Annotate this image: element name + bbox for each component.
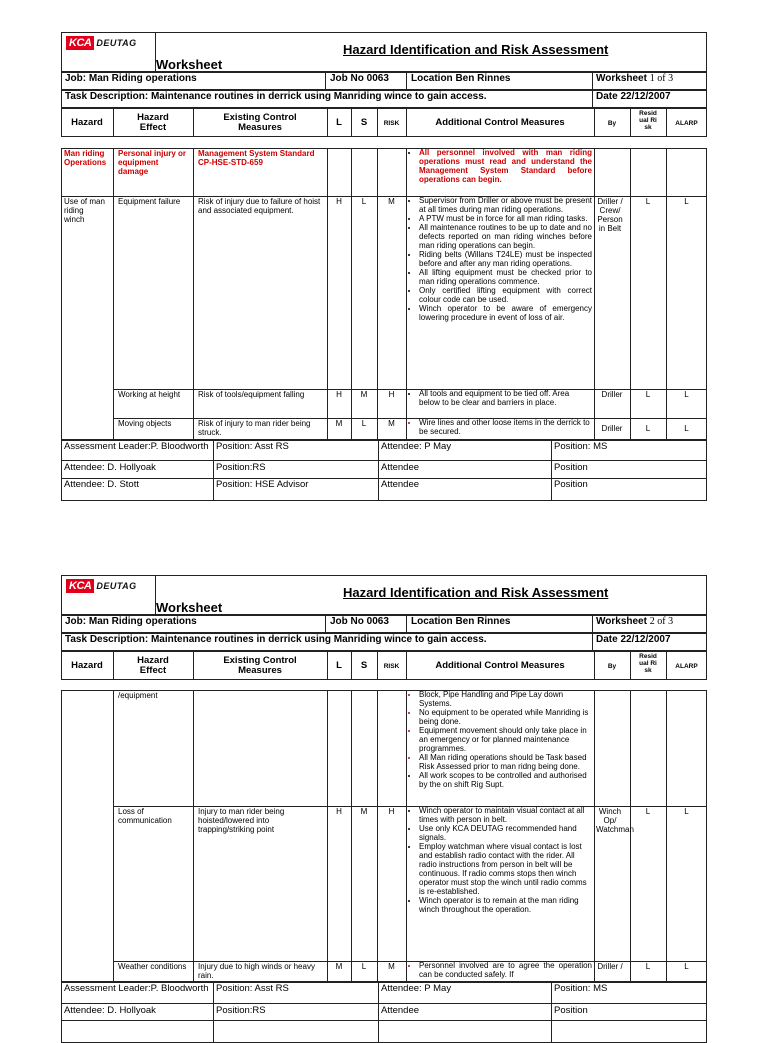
col-residual-risk: Residual Risk <box>639 110 657 131</box>
logo-name: DEUTAG <box>96 38 137 48</box>
col-residual-risk: Residual Risk <box>639 653 657 674</box>
risk-table-2 <box>61 690 707 982</box>
job-location: Location Ben Rinnes <box>411 616 511 627</box>
logo-mark: KCA <box>66 36 94 50</box>
leader-position: Position: Asst RS <box>216 983 289 994</box>
additional-controls-list <box>409 148 592 184</box>
control-measure-item: • All lifting equipment must be checked prior to man riding operations commence. <box>419 268 592 286</box>
additional-controls-list <box>409 806 592 914</box>
task-description: Task Description: Maintenance routines in derrick using Manriding wince to gain access. <box>65 634 487 645</box>
control-measure-item: • Winch operator to be aware of emergency lowering procedure in event of loss of air. <box>419 304 592 322</box>
additional-controls-list <box>409 961 592 979</box>
control-measure-item: • No equipment to be operated while Manriding is being done. <box>419 708 592 726</box>
attendee: Attendee: D. Stott <box>64 479 139 490</box>
control-measure-item: • A PTW must be in force for all man riding tasks. <box>419 214 592 223</box>
attendee: Attendee <box>381 479 420 490</box>
attendee-position: Position:RS <box>216 1005 266 1016</box>
col-hazard: Hazard <box>71 660 103 671</box>
attendee-position: Position <box>554 1005 588 1016</box>
assessment-date: Date 22/12/2007 <box>596 634 671 645</box>
company-logo <box>66 36 137 50</box>
col-likelihood: L <box>336 117 342 128</box>
col-hazard: Hazard <box>71 117 103 128</box>
control-measure-item: • Winch operator to maintain visual contact at all times with person in belt. <box>419 806 592 824</box>
additional-controls-list <box>409 389 592 407</box>
job-name: Job: Man Riding operations <box>65 73 197 84</box>
col-additional-controls: Additional Control Measures <box>435 660 565 671</box>
additional-controls-list <box>409 196 592 322</box>
leader-position: Position: Asst RS <box>216 441 289 452</box>
col-hazard-effect: Hazard Effect <box>137 655 169 676</box>
worksheet-number: Worksheet 1 of 3 <box>596 73 674 84</box>
attendee-position: Position:RS <box>216 462 266 473</box>
control-measure-item: • Employ watchman where visual contact is lost and establish radio contact with the rider. All radio instructions from person in belt will be continuous. If radio comms stops then winch operator must stop the winch until radio comms is re-established. <box>419 842 592 896</box>
col-alarp: ALARP <box>675 663 698 670</box>
attendee-position: Position <box>554 479 588 490</box>
control-measure-item: • Only certified lifting equipment with correct colour code can be used. <box>419 286 592 304</box>
attendee-position: Position <box>554 462 588 473</box>
job-location: Location Ben Rinnes <box>411 73 511 84</box>
company-logo <box>66 579 137 593</box>
attendee: Attendee <box>381 462 420 473</box>
job-number: Job No 0063 <box>330 73 389 84</box>
control-measure-item: • All maintenance routines to be up to date and no defects reported on man riding winches before man riding operations can begin. <box>419 223 592 250</box>
col-severity: S <box>360 660 368 671</box>
control-measure-item: • All work scopes to be controlled and authorised by the on shift Rig Supt. <box>419 771 592 789</box>
attendee-position: Position: HSE Advisor <box>216 479 309 490</box>
logo-name: DEUTAG <box>96 581 137 591</box>
worksheet-title: Worksheet <box>156 600 223 615</box>
col-existing-controls: Existing Control Measures <box>223 112 297 133</box>
worksheet-number: Worksheet 2 of 3 <box>596 616 674 627</box>
control-measure-item: • Supervisor from Driller or above must be present at all times during man riding operations. <box>419 196 592 214</box>
attendee-position: Position: MS <box>554 983 608 994</box>
control-measure-item: • Wire lines and other loose items in the derrick to be secured. <box>419 418 592 436</box>
control-measure-item: • Personnel involved are to agree the operation can be conducted safely. If <box>419 961 592 979</box>
attendee: Attendee <box>381 1005 420 1016</box>
control-measure-item: • Block, Pipe Handling and Pipe Lay down Systems. <box>419 690 592 708</box>
col-severity: S <box>360 117 368 128</box>
control-measure-item: • All personnel involved with man riding operations must read and understand the Management System Standard before operations can begin. <box>419 148 592 184</box>
assessment-leader: Assessment Leader:P. Bloodworth <box>64 983 209 994</box>
task-description: Task Description: Maintenance routines in derrick using Manriding wince to gain access. <box>65 91 487 102</box>
job-number: Job No 0063 <box>330 616 389 627</box>
document-title: Hazard Identification and Risk Assessment <box>343 585 609 600</box>
document-title: Hazard Identification and Risk Assessment <box>343 42 609 57</box>
job-name: Job: Man Riding operations <box>65 616 197 627</box>
control-measure-item: • Equipment movement should only take place in an emergency or for planned maintenance programmes. <box>419 726 592 753</box>
col-likelihood: L <box>336 660 342 671</box>
assessment-date: Date 22/12/2007 <box>596 91 671 102</box>
control-measure-item: • Use only KCA DEUTAG recommended hand signals. <box>419 824 592 842</box>
control-measure-item: • Winch operator is to remain at the man riding winch throughout the operation. <box>419 896 592 914</box>
control-measure-item: • Riding belts (Willans T24LE) must be inspected before and after any man riding operations. <box>419 250 592 268</box>
col-by: By <box>607 120 617 127</box>
additional-controls-list <box>409 418 592 436</box>
col-additional-controls: Additional Control Measures <box>435 117 565 128</box>
col-hazard-effect: Hazard Effect <box>137 112 169 133</box>
attendee-position: Position: MS <box>554 441 608 452</box>
col-existing-controls: Existing Control Measures <box>223 655 297 676</box>
attendee: Attendee: P May <box>381 441 452 452</box>
additional-controls-list <box>409 690 592 789</box>
control-measure-item: • All tools and equipment to be tied off. Area below to be clear and barriers in place. <box>419 389 592 407</box>
control-measure-item: • All Man riding operations should be Task based Risk Assessed prior to man ridng being done. <box>419 753 592 771</box>
col-alarp: ALARP <box>675 120 698 127</box>
col-risk: RISK <box>383 663 400 670</box>
col-by: By <box>607 663 617 670</box>
attendee: Attendee: D. Hollyoak <box>64 1005 156 1016</box>
assessment-leader: Assessment Leader:P. Bloodworth <box>64 441 209 452</box>
col-risk: RISK <box>383 120 400 127</box>
attendee: Attendee: D. Hollyoak <box>64 462 156 473</box>
logo-mark: KCA <box>66 579 94 593</box>
worksheet-title: Worksheet <box>156 57 223 72</box>
attendee: Attendee: P May <box>381 983 452 994</box>
